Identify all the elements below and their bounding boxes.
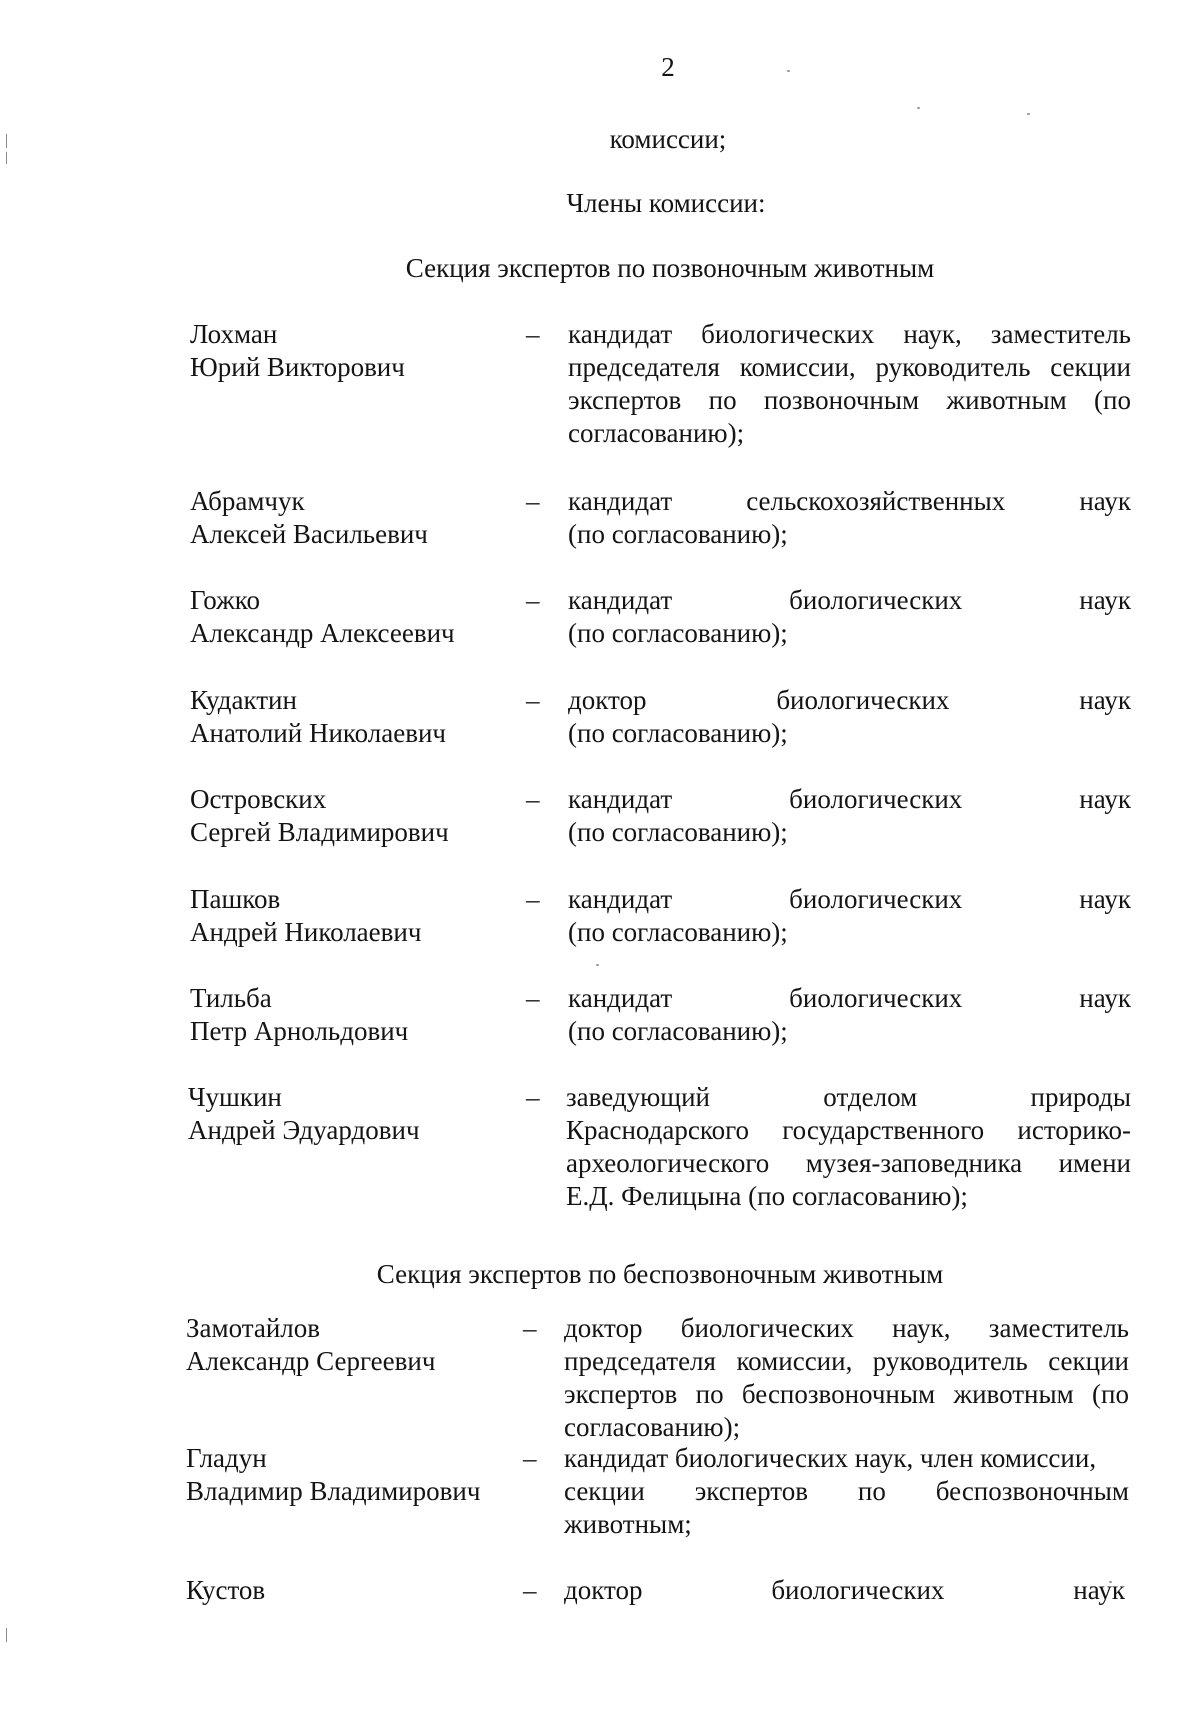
description-line: доктор биологических наук, заместитель xyxy=(564,1313,1129,1343)
member-description xyxy=(568,485,1131,551)
member-surname: Чушкин xyxy=(188,1082,282,1112)
member-dash: – xyxy=(526,884,540,914)
member-name xyxy=(190,318,520,384)
member-surname: Гожко xyxy=(190,585,260,615)
scan-speck xyxy=(596,964,599,966)
member-dash: – xyxy=(523,1443,537,1473)
member-description xyxy=(568,684,1131,750)
description-line: доктор биологических наук xyxy=(564,1575,1125,1605)
description-line: (по согласованию); xyxy=(568,519,788,549)
description-line: (по согласованию); xyxy=(568,1016,788,1046)
scan-speck xyxy=(1027,113,1030,115)
description-line: кандидат биологических наук, заместитель xyxy=(568,319,1131,349)
member-surname: Абрамчук xyxy=(190,486,305,516)
members-heading: Члены комиссии: xyxy=(566,188,766,218)
description-line: Е.Д. Фелицына (по согласованию); xyxy=(566,1181,968,1211)
member-surname: Замотайлов xyxy=(186,1313,321,1343)
member-name xyxy=(190,982,520,1048)
member-dash: – xyxy=(526,784,540,814)
member-surname: Лохман xyxy=(190,319,278,349)
description-line: кандидат сельскохозяйственных наук xyxy=(568,486,1131,516)
description-line: (по согласованию); xyxy=(568,917,788,947)
member-given-names: Александр Алексеевич xyxy=(190,618,455,648)
member-given-names: Сергей Владимирович xyxy=(190,817,449,847)
member-name xyxy=(190,684,520,750)
member-surname: Тильба xyxy=(190,983,272,1013)
description-line: кандидат биологических наук xyxy=(568,585,1131,615)
member-description xyxy=(564,1312,1129,1444)
member-name xyxy=(186,1312,516,1378)
member-given-names: Владимир Владимирович xyxy=(186,1476,481,1506)
member-given-names: Анатолий Николаевич xyxy=(190,718,446,748)
member-name xyxy=(190,883,520,949)
member-dash: – xyxy=(526,983,540,1013)
description-line: доктор биологических наук xyxy=(568,685,1131,715)
member-description xyxy=(568,584,1131,650)
member-dash: – xyxy=(526,585,540,615)
description-line: согласованию); xyxy=(564,1412,741,1442)
description-line: кандидат биологических наук xyxy=(568,884,1131,914)
description-line: животным; xyxy=(564,1509,692,1539)
description-line: (по согласованию); xyxy=(568,817,788,847)
member-name xyxy=(186,1574,516,1607)
scan-margin-mark xyxy=(6,1628,7,1642)
member-name xyxy=(190,485,520,551)
description-line: Краснодарского государственного историко- xyxy=(566,1115,1131,1145)
member-given-names: Андрей Николаевич xyxy=(190,917,422,947)
member-dash: – xyxy=(523,1575,537,1605)
member-description xyxy=(568,783,1131,849)
member-surname: Кудактин xyxy=(190,685,297,715)
member-dash: – xyxy=(526,486,540,516)
member-given-names: Алексей Васильевич xyxy=(190,519,428,549)
member-surname: Островских xyxy=(190,784,327,814)
member-name xyxy=(190,584,520,650)
section-title-invertebrates: Секция экспертов по беспозвоночным животным xyxy=(376,1259,944,1289)
description-line: согласованию); xyxy=(568,418,745,448)
member-given-names: Петр Арнольдович xyxy=(190,1016,409,1046)
member-surname: Кустов xyxy=(186,1575,266,1605)
description-line: кандидат биологических наук xyxy=(568,784,1131,814)
member-given-names: Юрий Викторович xyxy=(190,352,405,382)
description-line: председателя комиссии, руководитель секции xyxy=(564,1346,1129,1376)
description-line: кандидат биологических наук xyxy=(568,983,1131,1013)
member-name xyxy=(186,1442,516,1508)
description-line: (по согласованию); xyxy=(568,618,788,648)
member-dash: – xyxy=(526,319,540,349)
description-line: заведующий отделом природы xyxy=(566,1082,1131,1112)
member-name xyxy=(188,1081,518,1147)
scan-speck xyxy=(917,107,920,109)
section-title-vertebrates: Секция экспертов по позвоночным животным xyxy=(405,253,935,283)
member-description xyxy=(568,318,1131,450)
member-description xyxy=(568,883,1131,949)
description-line: экспертов по беспозвоночным животным (по xyxy=(564,1379,1129,1409)
description-line: председателя комиссии, руководитель секции xyxy=(568,352,1131,382)
member-dash: – xyxy=(523,1313,537,1343)
description-line: (по согласованию); xyxy=(568,718,788,748)
description-line: кандидат биологических наук, член комиссии, xyxy=(564,1443,1097,1473)
member-surname: Гладун xyxy=(186,1443,267,1473)
member-given-names: Александр Сергеевич xyxy=(186,1346,436,1376)
description-line: экспертов по позвоночным животным (по xyxy=(568,385,1131,415)
member-description xyxy=(564,1574,1125,1607)
member-description xyxy=(566,1081,1131,1213)
member-dash: – xyxy=(526,685,540,715)
description-line: археологического музея-заповедника имени xyxy=(566,1148,1131,1178)
member-surname: Пашков xyxy=(190,884,281,914)
member-name xyxy=(190,783,520,849)
page-number: 2 xyxy=(661,52,675,82)
continuation-text: комиссии; xyxy=(609,124,727,154)
member-dash: – xyxy=(526,1082,540,1112)
description-line: секции экспертов по беспозвоночным xyxy=(564,1476,1129,1506)
member-description xyxy=(568,982,1131,1048)
member-description xyxy=(564,1442,1129,1541)
member-given-names: Андрей Эдуардович xyxy=(188,1115,420,1145)
